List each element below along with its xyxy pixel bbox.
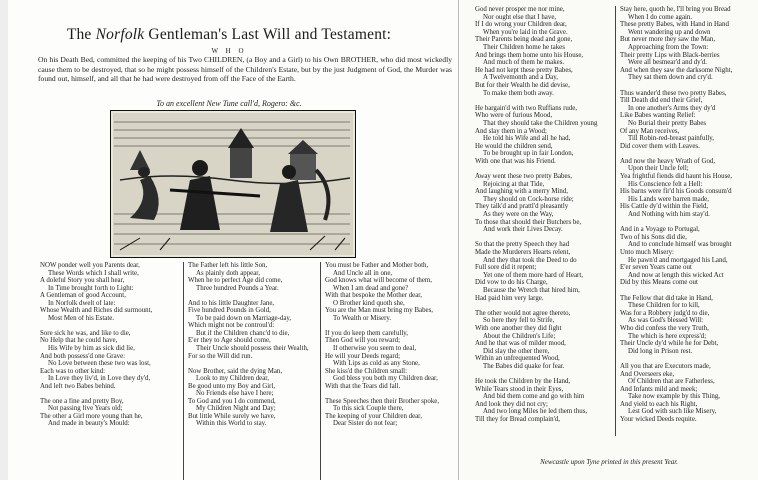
verse-line: Now Brother, said the dying Man, bbox=[188, 367, 283, 375]
verse-line: When I do come again. bbox=[628, 13, 693, 21]
ballad-column-1 bbox=[40, 262, 170, 428]
verse-line: Whose Wealth and Riches did surmount, bbox=[40, 307, 153, 315]
verse-line: He had not kept these pretty Babes, bbox=[475, 66, 573, 74]
verse-line: Three hundred Pounds a Year. bbox=[196, 284, 279, 292]
verse-line: And to conclude himself was brought bbox=[628, 241, 732, 249]
ballad-column-3 bbox=[320, 262, 459, 480]
verse-line bbox=[620, 287, 758, 295]
verse-line: With that bespoke the Mother dear, bbox=[325, 292, 423, 300]
verse-line: And now the heavy Wrath of God, bbox=[620, 157, 716, 165]
verse-line: Not passing five Years old; bbox=[48, 405, 123, 413]
verse-line: The Babes did quake for fear. bbox=[483, 362, 565, 370]
verse-line: When you're laid in the Grave. bbox=[483, 28, 568, 36]
verse-line: But if the Children chanc'd to die, bbox=[196, 329, 290, 337]
verse-line: To make them both away. bbox=[483, 89, 554, 97]
verse-line bbox=[40, 390, 170, 398]
verse-line: When I am dead and gone? bbox=[333, 284, 409, 292]
verse-line: A Twelvemonth and a Day, bbox=[483, 74, 558, 82]
verse-line: O Brother kind quoth she, bbox=[333, 299, 405, 307]
verse-line: E'er they to Age should come, bbox=[188, 337, 271, 345]
verse-line: Did vow to do his Charge, bbox=[475, 279, 548, 287]
verse-line: And Infants mild and meek; bbox=[620, 385, 698, 393]
verse-line: Yea frightful fiends did haunt his House, bbox=[620, 173, 733, 181]
verse-line bbox=[188, 360, 318, 368]
verse-line bbox=[40, 322, 170, 330]
verse-line: To Wealth or Misery. bbox=[333, 314, 392, 322]
verse-line: Nor ought else that I have, bbox=[483, 13, 557, 21]
verse-line: Yet one of them more hard of Heart, bbox=[483, 271, 583, 279]
verse-line: Full sore did it repent; bbox=[475, 264, 537, 272]
verse-line: He will your Deeds regard; bbox=[325, 352, 401, 360]
verse-line: Had paid him very large. bbox=[475, 294, 544, 302]
verse-line: My Children Night and Day; bbox=[196, 405, 276, 413]
verse-line bbox=[620, 150, 758, 158]
verse-line: In Love they liv'd, in Love they dy'd, bbox=[48, 375, 151, 383]
verse-line: Which might not be controul'd: bbox=[188, 322, 275, 330]
verse-line: And left two Babes behind. bbox=[40, 382, 116, 390]
verse-line: Most Men of his Estate. bbox=[48, 314, 115, 322]
verse-line: Did slay the other there, bbox=[483, 347, 550, 355]
verse-line bbox=[325, 322, 459, 330]
verse-line: Within an unfrequented Wood, bbox=[475, 355, 560, 363]
verse-line: To this sick Couple there, bbox=[333, 405, 404, 413]
verse-line: The other a Girl more young than he, bbox=[40, 412, 143, 420]
verse-line: And to his little Daughter Jane, bbox=[188, 299, 275, 307]
verse-line: These Children for to kill, bbox=[628, 302, 700, 310]
verse-line: And he that was of milder mood, bbox=[475, 340, 566, 348]
verse-line: And look they did not cry; bbox=[475, 400, 548, 408]
right-column-1 bbox=[475, 6, 605, 424]
verse-line: So here they fell to Strife, bbox=[483, 317, 555, 325]
verse-line: Look to my Children dear, bbox=[196, 375, 270, 383]
verse-line: Of Children that are Fatherless, bbox=[628, 378, 715, 386]
verse-line: Two of his Sons did die, bbox=[620, 233, 687, 241]
verse-line: With one that was his Friend. bbox=[475, 157, 556, 165]
verse-line: The other would not agree thereto, bbox=[475, 309, 571, 317]
verse-line: But for their Wealth he did devise, bbox=[475, 81, 570, 89]
verse-line bbox=[475, 165, 605, 173]
verse-line: Their Parents being dead and gone, bbox=[475, 36, 573, 44]
verse-line: As was God's blessed Will: bbox=[628, 317, 704, 325]
title-post: Gentleman's Last Will and Testament: bbox=[144, 26, 392, 43]
verse-line: Their Uncle dy'd while he for Debt, bbox=[620, 340, 719, 348]
verse-line: You must be Father and Mother both, bbox=[325, 262, 429, 269]
verse-line bbox=[475, 302, 605, 310]
verse-line: He bargain'd with two Ruffians rude, bbox=[475, 104, 578, 112]
verse-line: Made the Murderers Hearts relent, bbox=[475, 249, 571, 256]
verse-line: And in a Voyage to Portugal, bbox=[620, 226, 700, 234]
verse-line: His Wife by him as sick did lie, bbox=[48, 345, 135, 353]
verse-line: Thus wander'd these two pretty Babes, bbox=[620, 89, 727, 97]
verse-line: And now at length this wicked Act bbox=[628, 271, 724, 279]
verse-line: The Fellow that did take in Hand, bbox=[620, 294, 713, 302]
verse-line: God knows what will become of them, bbox=[325, 277, 432, 285]
verse-line: Their pretty Lips with Black-berries bbox=[620, 51, 720, 59]
verse-line: Approaching from the Town: bbox=[628, 43, 709, 51]
verse-line bbox=[475, 371, 605, 379]
verse-line: Sore sick he was, and like to die, bbox=[40, 329, 131, 337]
verse-line: But never more they saw the Man, bbox=[620, 36, 716, 44]
verse-line: Till Robin-red-breast painfully, bbox=[628, 135, 714, 143]
verse-line: And they that took the Deed to do bbox=[483, 256, 577, 264]
verse-line: You are the Man must bring my Babes, bbox=[325, 307, 434, 315]
verse-line: No Love between these two was lost, bbox=[48, 360, 151, 368]
verse-line bbox=[475, 234, 605, 242]
verse-line: All you that are Executors made, bbox=[620, 362, 711, 370]
title-italic: Norfolk bbox=[95, 26, 145, 43]
verse-line: She kiss'd the Children small: bbox=[325, 367, 408, 375]
right-page bbox=[460, 0, 758, 480]
ballad-columns bbox=[40, 262, 455, 480]
verse-line: And Overseers eke, bbox=[620, 370, 675, 378]
verse-line: NOW ponder well you Parents dear, bbox=[40, 262, 140, 269]
verse-line: They sat them down and cry'd. bbox=[628, 74, 713, 82]
verse-line: And Uncle all in one, bbox=[333, 269, 393, 277]
verse-line: And laughing with a merry Mind, bbox=[475, 188, 569, 196]
verse-line: These Words which I shall write, bbox=[48, 269, 139, 277]
verse-line: If otherwise you seem to deal, bbox=[333, 345, 417, 353]
verse-line: In one another's Arms they dy'd bbox=[628, 104, 716, 112]
verse-line: Dear Sister do not fear; bbox=[333, 420, 398, 428]
verse-line: When he to perfect Age did come, bbox=[188, 277, 283, 285]
verse-line: And brings them home unto his House, bbox=[475, 51, 584, 59]
verse-line: And two long Miles he led them thus, bbox=[483, 408, 588, 416]
who-line: W H O bbox=[211, 47, 247, 55]
verse-line: A Gentleman of good Account, bbox=[40, 292, 126, 300]
verse-line: Take now example by this Thing, bbox=[628, 393, 721, 401]
verse-line: And Nothing with him stay'd. bbox=[628, 211, 710, 219]
verse-line: His Lands were barren made, bbox=[628, 195, 709, 203]
broadside-title bbox=[0, 26, 458, 44]
verse-line: Your wicked Deeds requite. bbox=[620, 416, 697, 424]
verse-line: Away went these two pretty Babes, bbox=[475, 173, 572, 181]
verse-line: Went wandering up and down bbox=[628, 28, 711, 36]
verse-line: Did cover them with Leaves. bbox=[620, 142, 700, 150]
verse-line: In Norfolk dwelt of late: bbox=[48, 299, 116, 307]
right-column-2 bbox=[615, 6, 758, 436]
verse-line: Then God will you reward; bbox=[325, 337, 401, 345]
verse-line: As they were on the Way, bbox=[483, 211, 554, 219]
verse-line: Like Babes wanting Relief: bbox=[620, 112, 696, 120]
verse-line: He told his Wife and all he had, bbox=[483, 135, 571, 143]
verse-line: With Lips as cold as any Stone, bbox=[333, 360, 420, 368]
verse-line: Within this World to stay. bbox=[196, 420, 267, 428]
verse-line: No Friends else have I here; bbox=[196, 390, 274, 398]
verse-line: And yield to each his Right, bbox=[620, 400, 698, 408]
verse-line: And when they saw the darksome Night, bbox=[620, 66, 733, 74]
verse-line: Each was to other kind: bbox=[40, 367, 106, 375]
verse-line: But little While surely we have, bbox=[188, 412, 276, 420]
verse-line: That they should take the Children young bbox=[483, 119, 598, 127]
verse-line: Was for a Robbery judg'd to die, bbox=[620, 309, 710, 317]
verse-line: Stay here, quoth he, I'll bring you Bread bbox=[620, 6, 731, 13]
verse-line: He pawn'd and mortgaged his Land, bbox=[628, 256, 728, 264]
verse-line: Unto much Misery: bbox=[620, 249, 674, 256]
verse-line bbox=[620, 355, 758, 363]
verse-line: Of any Man receives, bbox=[620, 127, 680, 135]
verse-line bbox=[620, 82, 758, 90]
verse-line: With one another they did fight bbox=[475, 324, 562, 332]
verse-line: Lest God with such like Misery, bbox=[628, 408, 717, 416]
verse-line: He would the children send, bbox=[475, 142, 553, 150]
imprint-line: Newcastle upon Tyne printed in this present Year. bbox=[540, 458, 678, 466]
verse-line: His Cattle dy'd within the Field, bbox=[620, 203, 709, 211]
verse-line: If you do keep them carefully, bbox=[325, 329, 408, 337]
verse-line: Upon their Uncle fell; bbox=[628, 165, 689, 173]
verse-line: No Help that he could have, bbox=[40, 337, 118, 345]
verse-line: And much of them he makes. bbox=[483, 59, 565, 67]
verse-line: Five hundred Pounds in Gold, bbox=[188, 307, 271, 315]
ballad-column-2 bbox=[183, 262, 318, 480]
verse-line: Till Death did end their Grief, bbox=[620, 97, 703, 105]
verse-line: His Conscience felt a Hell: bbox=[628, 180, 703, 188]
verse-line: God bless you both my Children dear, bbox=[333, 375, 438, 383]
verse-line: These pretty Babes, with Hand in Hand bbox=[620, 21, 729, 29]
verse-line: They should on Cock-horse ride; bbox=[483, 195, 574, 203]
verse-line: No Burial their pretty Babes bbox=[628, 119, 707, 127]
verse-line: A doleful Story you shall hear, bbox=[40, 277, 125, 285]
verse-line: His barns were fir'd his Goods consum'd bbox=[620, 188, 732, 196]
verse-line: Because the Wretch that hired him, bbox=[483, 286, 580, 294]
verse-line: And both possess'd one Grave: bbox=[40, 352, 126, 360]
verse-line: The Father left his little Son, bbox=[188, 262, 268, 269]
tune-line: To an excellent New Tune call'd, Rogero: &c. bbox=[156, 99, 302, 108]
verse-line: As plainly doth appear, bbox=[196, 269, 261, 277]
verse-line: While Tears stood in their Eyes, bbox=[475, 385, 564, 393]
verse-line: To be paid down on Marriage-day, bbox=[196, 314, 292, 322]
title-pre: The bbox=[66, 26, 96, 43]
verse-line: And made in beauty's Mould: bbox=[48, 420, 130, 428]
verse-line: And bid them come and go with him bbox=[483, 393, 585, 401]
verse-line: He took the Children by the Hand, bbox=[475, 378, 571, 386]
verse-line bbox=[188, 292, 318, 300]
verse-line: And slay them in a Wood; bbox=[475, 127, 547, 135]
verse-line: The one a fine and pretty Boy, bbox=[40, 397, 124, 405]
verse-line: Rejoicing at that Tide, bbox=[483, 180, 545, 188]
verse-line: They talk'd and prattl'd pleasantly bbox=[475, 203, 569, 211]
verse-line: The keeping of your Children dear, bbox=[325, 412, 422, 420]
verse-line: Did by this Means come out bbox=[620, 279, 698, 287]
verse-line: Their Children home he takes bbox=[483, 43, 565, 51]
verse-line bbox=[325, 390, 459, 398]
verse-line: To be brought up in fair London, bbox=[483, 150, 574, 158]
verse-line: And work their Lives Decay. bbox=[483, 226, 563, 234]
verse-line: E'er seven Years came out bbox=[620, 264, 692, 272]
verse-line: These Speeches then their Brother spoke, bbox=[325, 397, 440, 405]
page-gutter-shadow bbox=[0, 0, 8, 480]
verse-line: The which is here express'd; bbox=[628, 332, 707, 340]
verse-line: If I do wrong your Children dear, bbox=[475, 21, 567, 29]
verse-line: Their Uncle should possess their Wealth, bbox=[196, 345, 309, 353]
verse-line: God never prosper me nor mine, bbox=[475, 6, 565, 13]
verse-line: Who were of furious Mood, bbox=[475, 112, 553, 120]
intro-paragraph: On his Death Bed, committed the keeping of his Two CHILDREN, (a Boy and a Girl) to his Own BROTHER, who did most wickedly cause them to be destroyed, that so he might possess himself of the Children's Estate, but by the just Judgment of God, the Murder was found out, himself, and all that he had were destroyed from off the Face of the Earth. bbox=[38, 55, 452, 84]
verse-line: About the Children's Life; bbox=[483, 332, 556, 340]
verse-line: To God and you I do commend, bbox=[188, 397, 276, 405]
verse-line bbox=[475, 97, 605, 105]
verse-line bbox=[620, 219, 758, 227]
verse-line: Be good unto my Boy and Girl, bbox=[188, 382, 276, 390]
verse-line: Did long in Prison rest. bbox=[628, 347, 693, 355]
verse-line: In Time brought forth to Light: bbox=[48, 284, 134, 292]
verse-line: Were all besmear'd and dy'd. bbox=[628, 59, 708, 67]
verse-line: With that the Tears did fall. bbox=[325, 382, 401, 390]
verse-line: So that the pretty Speech they had bbox=[475, 241, 570, 249]
verse-line: For so the Will did run. bbox=[188, 352, 253, 360]
verse-line: Till they for Bread complain'd, bbox=[475, 416, 561, 424]
woodcut-illustration bbox=[110, 110, 356, 258]
verse-line: To those that should their Butchers be, bbox=[475, 218, 582, 226]
verse-line: Who did confess the very Truth, bbox=[620, 324, 709, 332]
